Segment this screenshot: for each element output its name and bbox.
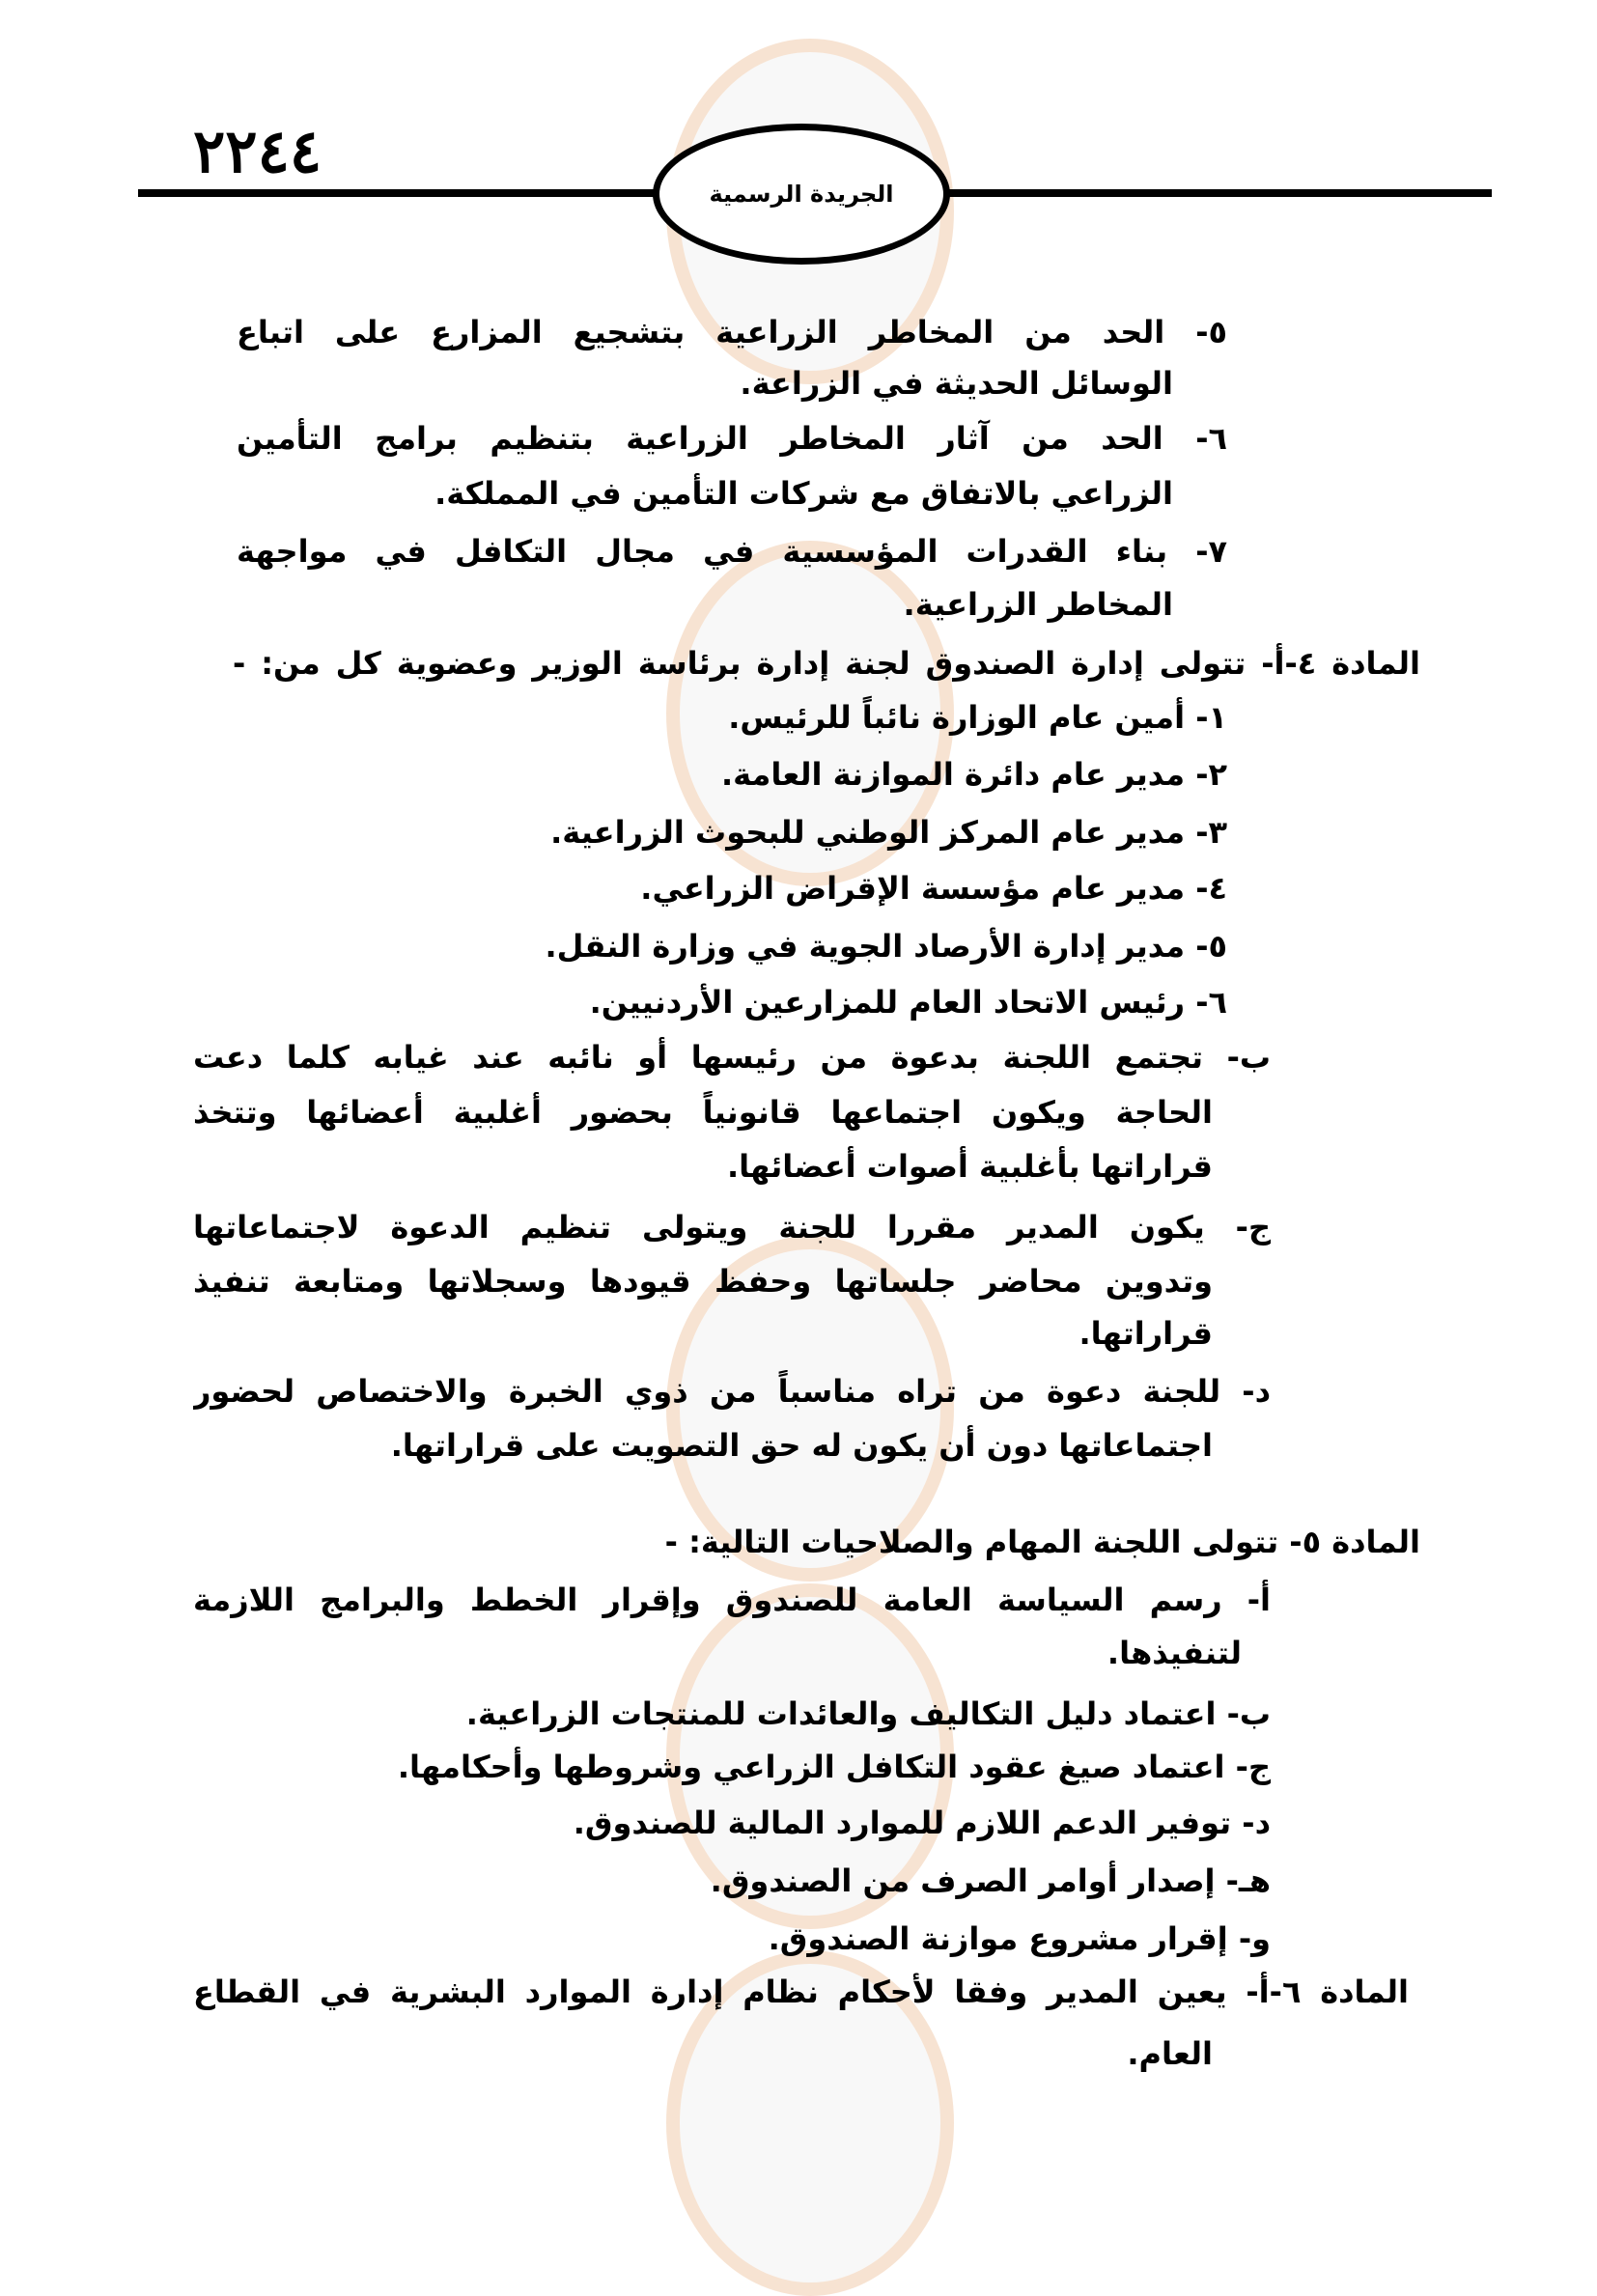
gazette-title: الجريدة الرسمية	[709, 181, 894, 208]
text-line: ٦- الحد من آثار المخاطر الزراعية بتنظيم برامج التأمين	[237, 420, 1227, 457]
text-line: قراراتها.	[1079, 1315, 1213, 1352]
text-line: ٥- مدير إدارة الأرصاد الجوية في وزارة النقل.	[545, 928, 1227, 965]
text-line: ٤- مدير عام مؤسسة الإقراض الزراعي.	[640, 870, 1227, 907]
text-line: ٦- رئيس الاتحاد العام للمزارعين الأردنيين.	[589, 984, 1227, 1021]
text-line: لتنفيذها.	[1107, 1635, 1242, 1671]
article-heading-line: المادة ٥- تتولى اللجنة المهام والصلاحيات التالية: -	[664, 1524, 1420, 1560]
text-line: ٧- بناء القدرات المؤسسية في مجال التكافل في مواجهة	[237, 533, 1227, 570]
text-line: ٢- مدير عام دائرة الموازنة العامة.	[720, 756, 1227, 793]
text-line: ج- اعتماد صيغ عقود التكافل الزراعي وشروطها وأحكامها.	[397, 1749, 1271, 1785]
text-line: د- للجنة دعوة من تراه مناسباً من ذوي الخبرة والاختصاص لحضور	[193, 1373, 1271, 1410]
text-line: اجتماعاتها دون أن يكون له حق التصويت على قراراتها.	[390, 1427, 1213, 1464]
text-line: ٥- الحد من المخاطر الزراعية بتشجيع المزارع على اتباع	[237, 314, 1227, 350]
text-line: الزراعي بالاتفاق مع شركات التأمين في المملكة.	[434, 475, 1173, 512]
text-line: المخاطر الزراعية.	[903, 586, 1173, 623]
text-line: أ- رسم السياسة العامة للصندوق وإقرار الخطط والبرامج اللازمة	[193, 1582, 1271, 1618]
text-line: هـ- إصدار أوامر الصرف من الصندوق.	[710, 1862, 1271, 1899]
text-line: ١- أمين عام الوزارة نائباً للرئيس.	[728, 699, 1227, 736]
text-line: و- إقرار مشروع موازنة الصندوق.	[768, 1920, 1271, 1957]
article-heading-line: المادة ٦-أ- يعين المدير وفقا لأحكام نظام إدارة الموارد البشرية في القطاع	[193, 1974, 1409, 2010]
article-heading-line: المادة ٤-أ- تتولى إدارة الصندوق لجنة إدارة برئاسة الوزير وعضوية كل من: -	[233, 645, 1420, 682]
text-line: ج- يكون المدير مقررا للجنة ويتولى تنظيم الدعوة لاجتماعاتها	[193, 1209, 1271, 1246]
gazette-title-oval	[653, 124, 950, 265]
text-line: قراراتها بأغلبية أصوات أعضائها.	[726, 1148, 1213, 1185]
text-line: العام.	[1127, 2035, 1213, 2072]
page-number: ٢٢٤٤	[193, 116, 322, 186]
text-line: وتدوين محاضر جلساتها وحفظ قيودها وسجلاتها ومتابعة تنفيذ	[193, 1263, 1213, 1300]
text-line: ٣- مدير عام المركز الوطني للبحوث الزراعية.	[550, 814, 1227, 851]
text-line: الحاجة ويكون اجتماعها قانونياً بحضور أغلبية أعضائها وتتخذ	[193, 1094, 1213, 1131]
text-line: د- توفير الدعم اللازم للموارد المالية للصندوق.	[573, 1805, 1271, 1841]
text-line: الوسائل الحديثة في الزراعة.	[740, 365, 1173, 402]
text-line: ب- تجتمع اللجنة بدعوة من رئيسها أو نائبه عند غيابه كلما دعت	[193, 1039, 1271, 1076]
text-line: ب- اعتماد دليل التكاليف والعائدات للمنتجات الزراعية.	[465, 1695, 1271, 1732]
